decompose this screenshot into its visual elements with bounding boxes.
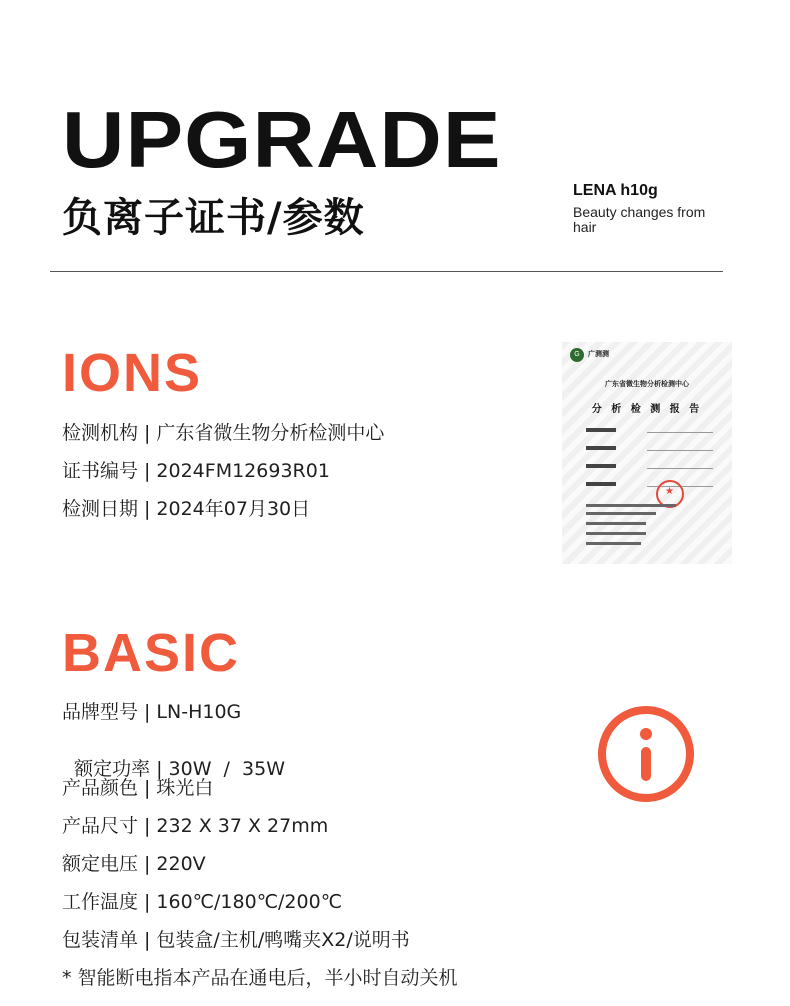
cert-field-line bbox=[647, 432, 713, 433]
row-value: 160℃/180℃/200℃ bbox=[156, 891, 343, 913]
footnote: * 智能断电指本产品在通电后，半小时自动关机 bbox=[62, 967, 458, 989]
cert-field-label bbox=[586, 464, 616, 468]
row-separator: | bbox=[144, 422, 151, 444]
row-label: 额定电压 bbox=[62, 853, 139, 875]
row-value: LN-H10G bbox=[156, 701, 242, 723]
cert-text-line bbox=[586, 522, 646, 525]
cert-field-label bbox=[586, 428, 616, 432]
ions-row bbox=[62, 462, 330, 481]
certificate-logo-text: 广测测 bbox=[588, 350, 609, 358]
row-separator: | bbox=[144, 929, 151, 951]
row-label: 产品尺寸 bbox=[62, 815, 139, 837]
row-separator: | bbox=[144, 891, 151, 913]
tagline: Beauty changes from hair bbox=[573, 204, 706, 235]
cert-field-label bbox=[586, 446, 616, 450]
row-label: 额定功率 bbox=[74, 758, 151, 780]
row-separator: | bbox=[144, 701, 151, 723]
row-label: 检测机构 bbox=[62, 422, 139, 444]
row-value: 包装盒/主机/鸭嘴夹X2/说明书 bbox=[156, 929, 410, 951]
hero-title: UPGRADE bbox=[62, 95, 502, 184]
certificate-issuer: 广东省微生物分析检测中心 bbox=[605, 380, 689, 388]
cert-field-line bbox=[647, 468, 713, 469]
row-separator: | bbox=[144, 777, 151, 799]
cert-text-line bbox=[586, 542, 641, 545]
row-separator: | bbox=[144, 460, 151, 482]
ions-row bbox=[62, 500, 310, 519]
row-value: 珠光白 bbox=[156, 777, 214, 799]
row-separator: | bbox=[144, 498, 151, 520]
row-label: 产品颜色 bbox=[62, 777, 139, 799]
row-label: 检测日期 bbox=[62, 498, 139, 520]
row-separator: | bbox=[156, 758, 163, 780]
row-value: 30W / 35W bbox=[168, 758, 286, 780]
row-value: 220V bbox=[156, 853, 206, 875]
row-label: 工作温度 bbox=[62, 891, 139, 913]
basic-row bbox=[62, 931, 410, 950]
basic-section-title: BASIC bbox=[62, 623, 241, 683]
page-subtitle: 负离子证书/参数 bbox=[62, 195, 365, 241]
row-label: 证书编号 bbox=[62, 460, 139, 482]
info-icon bbox=[596, 704, 696, 804]
certificate-heading: 分 析 检 测 报 告 bbox=[591, 404, 703, 415]
cert-text-line bbox=[586, 504, 676, 507]
cert-field-label bbox=[586, 482, 616, 486]
row-value: 2024FM12693R01 bbox=[156, 460, 330, 482]
row-label: 品牌型号 bbox=[62, 701, 139, 723]
basic-row bbox=[62, 703, 241, 722]
cert-field-line bbox=[647, 450, 713, 451]
certificate-logo-icon: G bbox=[570, 348, 584, 362]
row-separator: | bbox=[144, 853, 151, 875]
basic-row bbox=[62, 817, 328, 836]
basic-row bbox=[62, 855, 206, 874]
ions-row bbox=[62, 424, 384, 443]
row-label: 包装清单 bbox=[62, 929, 139, 951]
basic-row bbox=[62, 893, 342, 912]
divider bbox=[50, 271, 723, 272]
row-value: 广东省微生物分析检测中心 bbox=[156, 422, 385, 444]
certificate-image bbox=[562, 342, 732, 564]
basic-row bbox=[62, 741, 285, 779]
row-separator: | bbox=[144, 815, 151, 837]
cert-text-line bbox=[586, 512, 656, 515]
ions-section-title: IONS bbox=[62, 343, 203, 403]
row-value: 2024年07月30日 bbox=[156, 498, 311, 520]
model-name: LENA h10g bbox=[573, 182, 658, 199]
basic-row bbox=[62, 779, 213, 798]
row-value: 232 X 37 X 27mm bbox=[156, 815, 329, 837]
cert-text-line bbox=[586, 532, 646, 535]
